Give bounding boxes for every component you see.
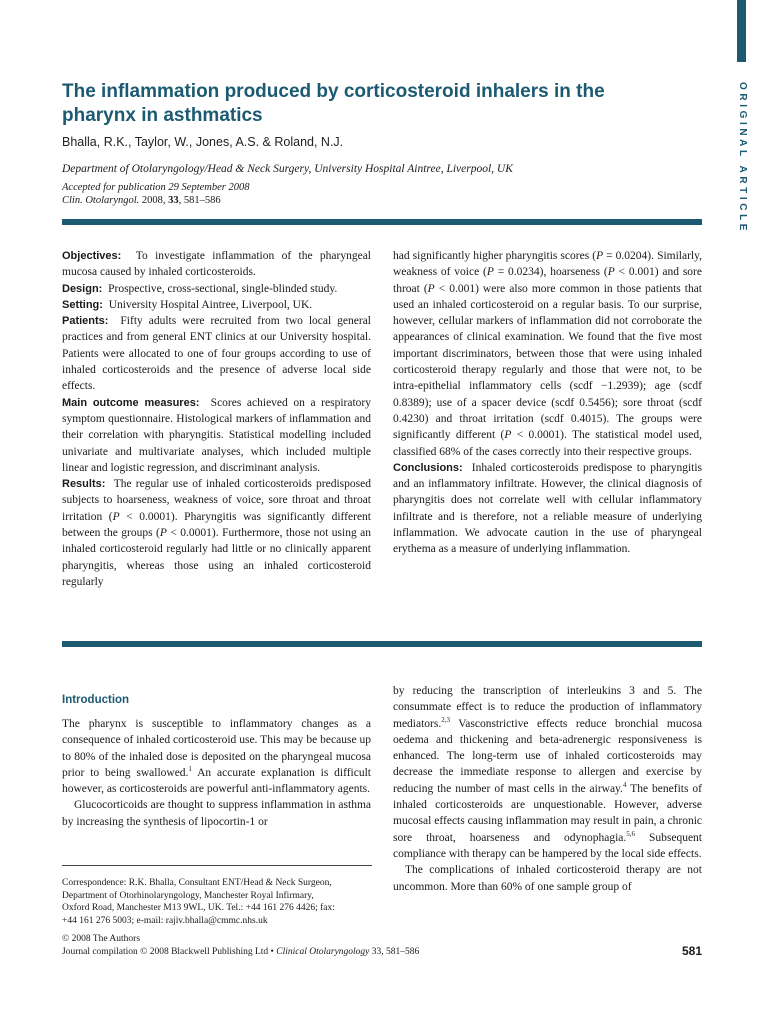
journal-compilation: Journal compilation © 2008 Blackwell Publishing Ltd • Clinical Otolaryngology 33, 581–586 <box>62 946 420 957</box>
intro-left-column <box>62 716 371 830</box>
page-footer <box>62 933 702 958</box>
affiliation: Department of Otolaryngology/Head & Neck Surgery, University Hospital Aintree, Liverpool, UK <box>62 163 513 175</box>
abstract-objectives: Objectives: To investigate inflammation of the pharyngeal mucosa caused by inhaled corticosteroids. <box>62 250 371 279</box>
correspondence-note: Correspondence: R.K. Bhalla, Consultant ENT/Head & Neck Surgeon, Department of Otorhinolaryngology, Manchester Royal Infirmary, Oxford Road, Manchester M13 9WL, UK. Tel.: +44 161 276 4426; fax: +44 161 276 5003; e-mail: rajiv.bhalla@cmmc.nhs.uk <box>62 878 335 926</box>
intro-paragraph-1: The pharynx is susceptible to inflammatory changes as a consequence of inhaled corticosteroid use. This may be because up to 80% of the inhaled dose is deposited on the pharyngeal mucosa prior to being swallowed.$^1$ An accurate explanation is difficult however, as corticosteroids are powerful anti-inflammatory agents. <box>62 718 371 796</box>
abstract-results-continued: had significantly higher pharyngitis scores (P = 0.0204). Similarly, weakness of voice (P = 0.0234), hoarseness (P < 0.001) and sore throat (P < 0.001) were also more common in those patients that used an inhaled corticosteroid on a regular basis. To our surprise, however, cellular markers of inflammation did not corroborate the appearances of clinical examination. We found that the five most important discriminators, between those that were using inhaled corticosteroid therapy regularly and those that were not, to be intra-epithelial inflammatory cells (scdf −1.2939); age (scdf 0.8389); use of a spacer device (scdf 0.5456); sore throat (scdf 0.4230) and throat irritation (scdf 0.4015). The groups were significantly different (P < 0.0001). The statistical model used, classified 68% of the cases correctly into their respective groups. <box>393 250 703 458</box>
side-color-bar <box>737 0 746 62</box>
accepted-date: Accepted for publication 29 September 2008 <box>62 182 250 193</box>
introduction-heading: Introduction <box>62 694 130 706</box>
abstract-outcome-measures: Main outcome measures: Scores achieved on a respiratory symptom questionnaire. Histological markers of inflammation and their correlation with pharyngitis. Statistical modelling included univariate and multivariate analyses, which included multiple linear and logistic regression, and discriminant analysis. <box>62 396 371 474</box>
abstract-patients: Patients: Fifty adults were recruited from two local general practices and from general ENT clinics at our University hospital. Patients were allocated to one of four groups according to use of inhaled corticosteroids and the presence of adverse local side effects. <box>62 315 371 393</box>
section-label: ORIGINAL ARTICLE <box>737 82 748 235</box>
abstract-design: Design: Prospective, cross-sectional, single-blinded study. <box>62 282 338 295</box>
abstract-setting: Setting: University Hospital Aintree, Liverpool, UK. <box>62 298 313 311</box>
article-title: The inflammation produced by corticosteroid inhalers in the pharynx in asthmatics <box>62 81 605 126</box>
top-divider <box>62 219 702 225</box>
abstract-right-column <box>393 248 702 558</box>
bottom-divider <box>62 641 702 647</box>
abstract-left-column <box>62 248 371 590</box>
copyright: © 2008 The Authors <box>62 934 141 944</box>
intro-paragraph-4: The complications of inhaled corticosteroid therapy are not uncommon. More than 60% of one sample group of <box>393 864 702 893</box>
footnote-divider <box>62 865 372 866</box>
intro-paragraph-2: Glucocorticoids are thought to suppress inflammation in asthma by increasing the synthesis of lipocortin-1 or <box>62 799 371 828</box>
page-number: 581 <box>681 944 702 958</box>
author-list: Bhalla, R.K., Taylor, W., Jones, A.S. & Roland, N.J. <box>62 135 344 149</box>
intro-right-column <box>393 683 702 895</box>
abstract-results: Results: The regular use of inhaled corticosteroids predisposed subjects to hoarseness, weakness of voice, sore throat and throat irritation (P < 0.0001). Pharyngitis was significantly different between the groups (P < 0.0001). Furthermore, those not using an inhaled corticosteroid regularly had little or no clinically apparent pharyngitis, whereas those using an inhaled corticosteroid regularly <box>62 478 372 588</box>
intro-paragraph-3: by reducing the transcription of interleukins 3 and 5. The consummate effect is to reduce the production of inflammatory mediators.$^{2,3}$ Vasconstrictive effects reduce bronchial mucosa oedema and thickening and beta-adrenergic responsiveness is enhanced. The long-term use of inhaled corticosteroids may decrease the immediate response to allergen and exercise by reducing the number of mast cells in the airway.$^4$ The benefits of inhaled corticosteroids are unquestionable. However, adverse mucosal effects causing inflammation may result in pain, a chronic sore throat, hoarseness and odynophagia.$^{5,6}$ Subsequent compliance with therapy can be hampered by the local side effects. <box>393 685 703 860</box>
publication-info <box>62 181 250 207</box>
abstract-conclusions: Conclusions: Inhaled corticosteroids predispose to pharyngitis and an inflammatory infiltrate. However, the clinical diagnosis of pharyngitis does not correlate well with cellular inflammatory infiltrate and is therefore, not a reliable measure of underlying inflammation. We advocate caution in the use of pharyngeal erythema as a measure of underlying inflammation. <box>393 461 703 556</box>
citation: Clin. Otolaryngol. 2008, 33, 581–586 <box>62 195 221 206</box>
